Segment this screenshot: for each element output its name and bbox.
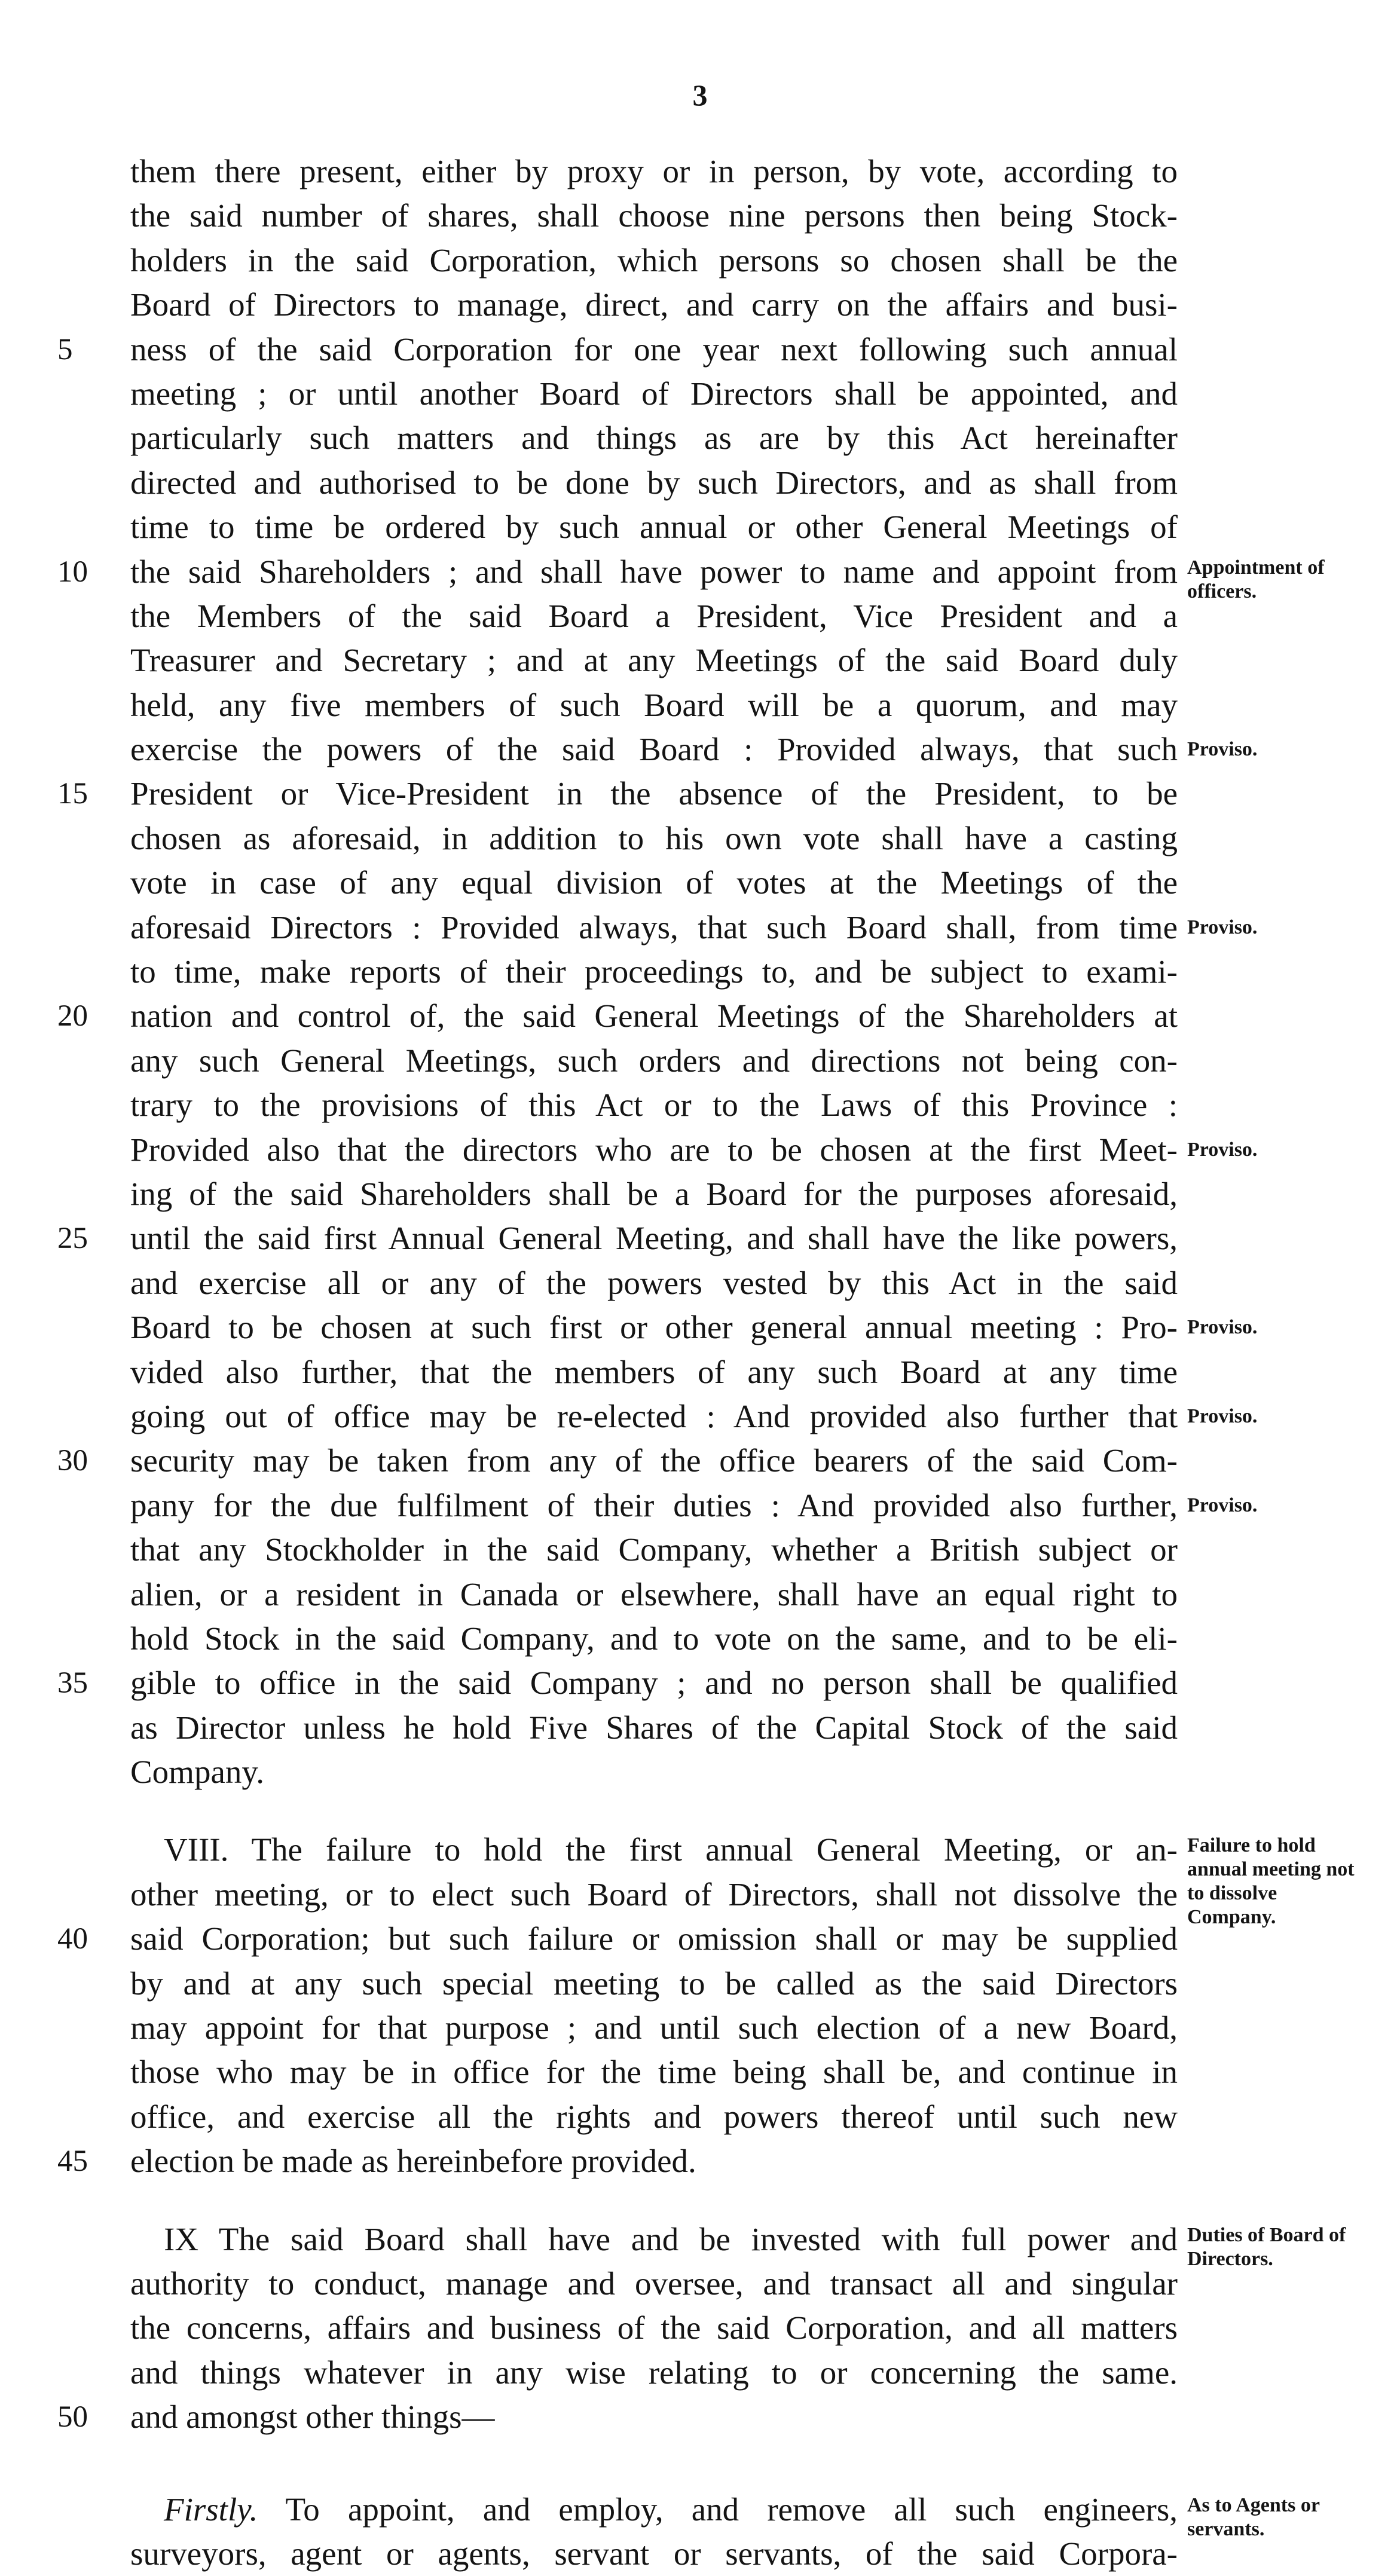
- line-number: 25: [57, 1222, 88, 1256]
- line-text: aforesaid Directors : Provided always, that such Board shall, from time: [130, 908, 1178, 946]
- line-number: 30: [57, 1444, 88, 1478]
- line-text: surveyors, agent or agents, servant or servants, of the said Corpora-: [130, 2535, 1178, 2572]
- line-text: Treasurer and Secretary ; and at any Meetings of the said Board duly: [130, 642, 1178, 679]
- text-line: [130, 1483, 1258, 1528]
- line-text: and amongst other things—: [130, 2398, 495, 2436]
- line-text: exercise the powers of the said Board : Provided always, that such: [130, 731, 1178, 768]
- line-text: security may be taken from any of the office bearers of the said Com-: [130, 1442, 1178, 1479]
- line-number: 5: [57, 332, 73, 366]
- line-number: 20: [57, 999, 88, 1033]
- text-line: [57, 772, 1178, 816]
- text-line: [130, 149, 1178, 194]
- margin-note: Proviso.: [1187, 1316, 1258, 1339]
- line-text: President or Vice-President in the absence of the President, to be: [130, 775, 1178, 812]
- line-text: until the said first Annual General Meeting, and shall have the like powers,: [130, 1220, 1178, 1257]
- line-text: them there present, either by proxy or in person, by vote, according to: [130, 153, 1178, 189]
- margin-note: Proviso.: [1187, 1494, 1258, 1516]
- line-text: directed and authorised to be done by such Directors, and as shall from: [130, 464, 1178, 501]
- line-text: VIII. The failure to hold the first annual General Meeting, or an-: [164, 1831, 1178, 1868]
- text-line: [130, 505, 1178, 549]
- line-text: and things whatever in any wise relating to or concerning the same.: [130, 2354, 1178, 2391]
- text-line: [130, 1039, 1178, 1083]
- line-text: election be made as hereinbefore provided.: [130, 2143, 696, 2180]
- text-line: [130, 727, 1258, 772]
- line-text: meeting ; or until another Board of Directors shall be appointed, and: [130, 375, 1178, 412]
- text-line: [57, 1917, 1178, 1961]
- text-line: [130, 1873, 1178, 1917]
- text-line: [130, 461, 1178, 505]
- line-text: as Director unless he hold Five Shares of the Capital Stock of the said: [130, 1709, 1178, 1746]
- text-line: [57, 1216, 1178, 1261]
- line-text: by and at any such special meeting to be called as the said Directors: [130, 1965, 1178, 2002]
- text-line: [57, 550, 1325, 602]
- text-line: [130, 1706, 1178, 1750]
- line-text: those who may be in office for the time being shall be, and continue in: [130, 2054, 1178, 2091]
- line-text: vote in case of any equal division of votes at the Meetings of the: [130, 864, 1178, 901]
- margin-note: Proviso.: [1187, 1138, 1258, 1161]
- text-line: [130, 2532, 1178, 2576]
- line-text: vided also further, that the members of any such Board at any time: [130, 1353, 1178, 1390]
- line-text: Company.: [130, 1754, 265, 1791]
- paragraph-gap: [130, 2440, 1178, 2488]
- line-text: particularly such matters and things as are by this Act hereinafter: [130, 420, 1178, 457]
- statute-text: [57, 149, 1355, 2576]
- line-text: ing of the said Shareholders shall be a Board for the purposes aforesaid,: [130, 1175, 1178, 1212]
- text-line: [130, 194, 1178, 238]
- text-line: [130, 1172, 1178, 1216]
- text-line: [130, 594, 1178, 638]
- paragraph-gap: [130, 1794, 1178, 1828]
- line-text: ness of the said Corporation for one year next following such annual: [130, 331, 1178, 368]
- line-text: nation and control of, the said General Meetings of the Shareholders at: [130, 998, 1178, 1035]
- text-line: [130, 816, 1178, 861]
- line-text: alien, or a resident in Canada or elsewhere, shall have an equal right to: [130, 1575, 1178, 1613]
- text-line: [130, 1572, 1178, 1617]
- line-text: the Members of the said Board a President, Vice President and a: [130, 597, 1178, 634]
- line-text: that any Stockholder in the said Company, whether a British subject or: [130, 1531, 1178, 1568]
- text-line: [130, 2006, 1178, 2050]
- text-line: [130, 416, 1178, 460]
- line-text: office, and exercise all the rights and powers thereof until such new: [130, 2098, 1178, 2135]
- line-text: going out of office may be re-elected : And provided also further that: [130, 1397, 1178, 1434]
- line-text: Board to be chosen at such first or other general annual meeting : Pro-: [130, 1309, 1178, 1346]
- margin-note: Appointment of officers.: [1187, 556, 1325, 602]
- line-text: authority to conduct, manage and oversee, and transact all and singular: [130, 2265, 1178, 2302]
- line-number: 35: [57, 1666, 88, 1700]
- line-text: may appoint for that purpose ; and until such election of a new Board,: [130, 2009, 1178, 2046]
- line-number: 50: [57, 2400, 88, 2434]
- line-text: Board of Directors to manage, direct, and carry on the affairs and busi-: [130, 286, 1178, 323]
- text-line: [130, 2217, 1346, 2270]
- text-line: [57, 1439, 1178, 1483]
- margin-note: Failure to hold annual meeting not to dissolve Company.: [1187, 1834, 1355, 1929]
- text-line: [130, 1394, 1258, 1439]
- line-text: held, any five members of such Board will be a quorum, and may: [130, 686, 1178, 723]
- line-text: the concerns, affairs and business of the said Corporation, and all matters: [130, 2309, 1178, 2346]
- line-text: any such General Meetings, such orders and directions not being con-: [130, 1042, 1178, 1079]
- text-line: [130, 2306, 1178, 2350]
- line-text: the said number of shares, shall choose nine persons then being Stock-: [130, 197, 1178, 234]
- text-line: [130, 1305, 1258, 1350]
- text-line: [130, 1962, 1178, 2006]
- text-line: [130, 1128, 1258, 1172]
- margin-note: Duties of Board of Directors.: [1187, 2223, 1346, 2270]
- line-text: to time, make reports of their proceedings to, and be subject to exami-: [130, 953, 1178, 990]
- text-line: [130, 1617, 1178, 1661]
- line-text: and exercise all or any of the powers vested by this Act in the said: [130, 1264, 1178, 1301]
- text-line: [57, 2139, 1178, 2183]
- margin-note: As to Agents or servants.: [1187, 2494, 1320, 2540]
- text-line: [130, 283, 1178, 327]
- text-line: [57, 994, 1178, 1038]
- line-text: trary to the provisions of this Act or to the Laws of this Province :: [130, 1087, 1178, 1124]
- line-text: Provided also that the directors who are to be chosen at the first Meet-: [130, 1131, 1178, 1168]
- line-text: pany for the due fulfilment of their duties : And provided also further,: [130, 1486, 1178, 1523]
- margin-note: Proviso.: [1187, 916, 1258, 938]
- line-text: chosen as aforesaid, in addition to his own vote shall have a casting: [130, 819, 1178, 856]
- text-line: [130, 2095, 1178, 2139]
- line-text: hold Stock in the said Company, and to vote on the same, and to be eli-: [130, 1620, 1178, 1657]
- text-line: [130, 861, 1178, 905]
- page-number: 3: [692, 78, 708, 112]
- text-line: [130, 238, 1178, 283]
- line-text: holders in the said Corporation, which persons so chosen shall be the: [130, 241, 1178, 279]
- text-line: [130, 2262, 1178, 2306]
- text-line: [130, 1750, 1178, 1794]
- text-line: [130, 2351, 1178, 2395]
- text-line: [130, 372, 1178, 416]
- text-line: [130, 1083, 1178, 1127]
- text-line: [57, 328, 1178, 372]
- text-line: [130, 905, 1258, 950]
- line-text: said Corporation; but such failure or omission shall or may be supplied: [130, 1920, 1178, 1957]
- line-text: IX The said Board shall have and be invested with full power and: [164, 2220, 1178, 2257]
- text-line: [130, 1350, 1178, 1394]
- margin-note: Proviso.: [1187, 1405, 1258, 1427]
- text-line: [57, 2395, 1178, 2439]
- text-line: [130, 638, 1178, 683]
- line-text: Firstly. To appoint, and employ, and remove all such engineers,: [164, 2491, 1178, 2528]
- line-number: 15: [57, 777, 88, 811]
- line-number: 45: [57, 2144, 88, 2179]
- margin-note: Proviso.: [1187, 738, 1258, 761]
- line-number: 10: [57, 555, 88, 589]
- line-text: the said Shareholders ; and shall have power to name and appoint from: [130, 553, 1178, 590]
- line-text: other meeting, or to elect such Board of Directors, shall not dissolve the: [130, 1876, 1178, 1913]
- line-number: 40: [57, 1922, 88, 1956]
- text-line: [130, 683, 1178, 727]
- paragraph-gap: [130, 2184, 1178, 2217]
- line-text: time to time be ordered by such annual or other General Meetings of: [130, 509, 1178, 546]
- text-line: [130, 1261, 1178, 1305]
- line-text: gible to office in the said Company ; and no person shall be qualified: [130, 1665, 1178, 1702]
- text-line: [57, 1661, 1178, 1705]
- text-line: [130, 950, 1178, 994]
- text-line: [130, 1528, 1178, 1572]
- text-line: [130, 2050, 1178, 2094]
- text-line: [130, 2488, 1320, 2540]
